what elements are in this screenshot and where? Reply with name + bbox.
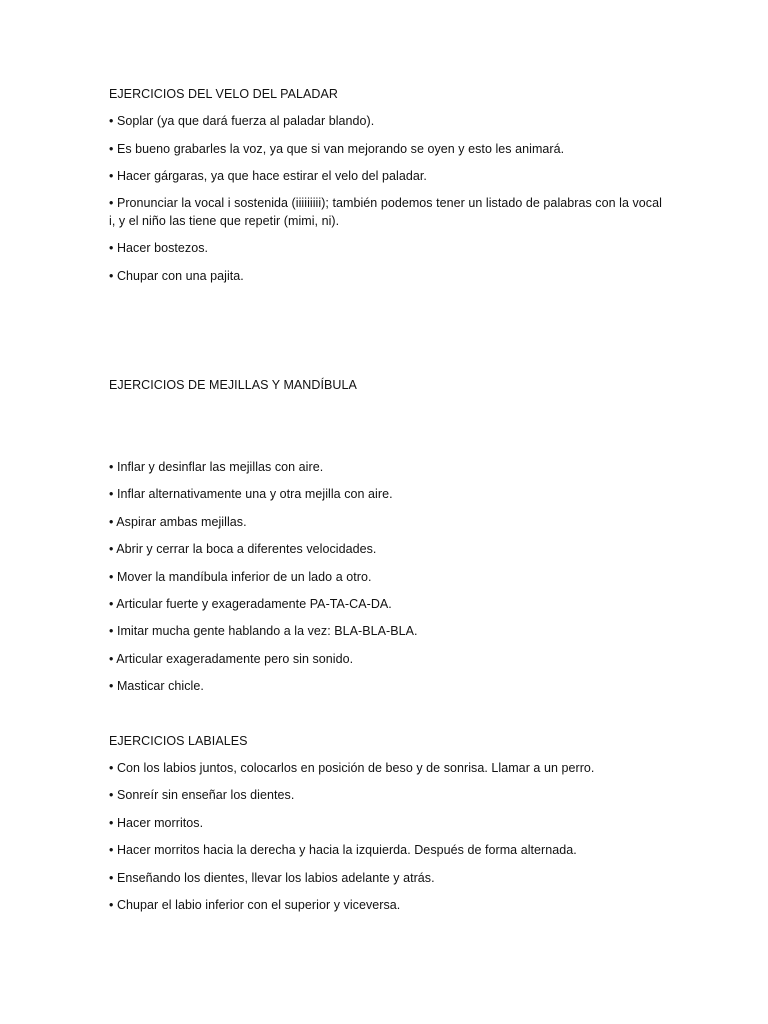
list-item: • Pronunciar la vocal i sostenida (iiiiiiiii); también podemos tener un listado de palabras con la vocal i, y el niño las tiene que repetir (mimi, ni).	[109, 196, 662, 228]
list-item: • Hacer morritos.	[109, 816, 204, 830]
list-item: • Inflar alternativamente una y otra mejilla con aire.	[109, 487, 393, 501]
list-item: • Chupar el labio inferior con el superior y viceversa.	[109, 898, 401, 912]
list-item: • Sonreír sin enseñar los dientes.	[109, 788, 295, 802]
list-item: • Enseñando los dientes, llevar los labios adelante y atrás.	[109, 871, 435, 885]
list-item: • Masticar chicle.	[109, 679, 204, 693]
list-item: • Imitar mucha gente hablando a la vez: BLA-BLA-BLA.	[109, 624, 418, 638]
section-heading-velo-paladar: EJERCICIOS DEL VELO DEL PALADAR	[109, 87, 338, 101]
list-item: • Inflar y desinflar las mejillas con aire.	[109, 460, 324, 474]
section-heading-mejillas-mandibula: EJERCICIOS DE MEJILLAS Y MANDÍBULA	[109, 378, 357, 392]
list-item: • Mover la mandíbula inferior de un lado a otro.	[109, 570, 372, 584]
list-item: • Aspirar ambas mejillas.	[109, 515, 247, 529]
list-item: • Con los labios juntos, colocarlos en posición de beso y de sonrisa. Llamar a un perro.	[109, 761, 595, 775]
list-item: • Hacer bostezos.	[109, 241, 209, 255]
list-item: • Hacer morritos hacia la derecha y hacia la izquierda. Después de forma alternada.	[109, 843, 577, 857]
list-item: • Abrir y cerrar la boca a diferentes velocidades.	[109, 542, 377, 556]
list-item: • Articular exageradamente pero sin sonido.	[109, 652, 354, 666]
list-item: • Es bueno grabarles la voz, ya que si van mejorando se oyen y esto les animará.	[109, 142, 565, 156]
list-item: • Chupar con una pajita.	[109, 269, 244, 283]
section-heading-labiales: EJERCICIOS LABIALES	[109, 734, 248, 748]
list-item: • Soplar (ya que dará fuerza al paladar blando).	[109, 114, 375, 128]
list-item: • Articular fuerte y exageradamente PA-TA-CA-DA.	[109, 597, 392, 611]
list-item: • Hacer gárgaras, ya que hace estirar el velo del paladar.	[109, 169, 427, 183]
